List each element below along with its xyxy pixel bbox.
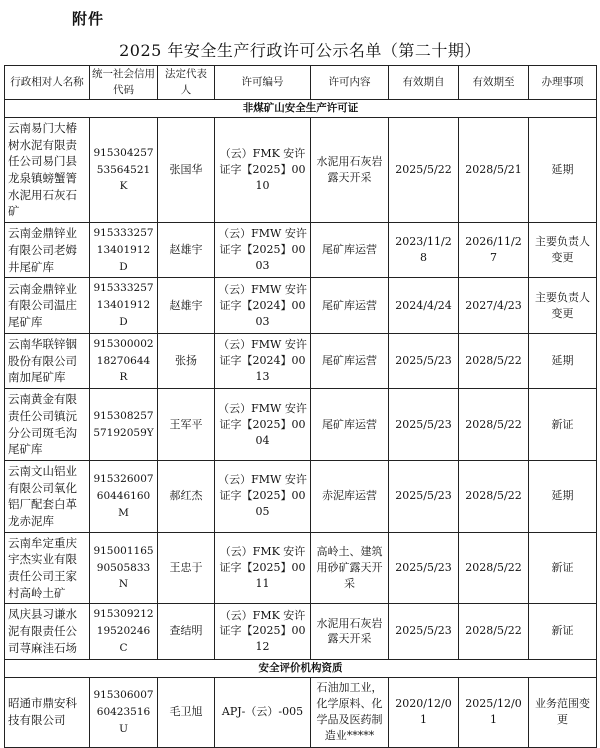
cell-rep: 毛卫旭	[158, 677, 215, 747]
header-action: 办理事项	[529, 66, 597, 100]
header-to: 有效期至	[459, 66, 529, 100]
cell-permit: （云）FMW 安许证字【2024】0013	[215, 333, 311, 388]
cell-name: 云南文山铝业有限公司氧化铝厂配套白革龙赤泥库	[5, 460, 90, 532]
cell-permit: （云）FMK 安许证字【2025】0011	[215, 532, 311, 604]
cell-action: 新证	[529, 532, 597, 604]
header-content: 许可内容	[311, 66, 389, 100]
cell-content: 水泥用石灰岩露天开采	[311, 604, 389, 659]
section-row	[5, 659, 597, 677]
cell-content: 尾矿库运营	[311, 389, 389, 461]
cell-code: 91533325713401912D	[90, 223, 158, 278]
table-row	[5, 532, 597, 604]
cell-action: 业务范围变更	[529, 677, 597, 747]
cell-code: 91533325713401912D	[90, 278, 158, 333]
cell-code: 91500116590505833N	[90, 532, 158, 604]
table-row	[5, 223, 597, 278]
cell-rep: 王忠于	[158, 532, 215, 604]
cell-content: 高岭土、建筑用砂矿露天开采	[311, 532, 389, 604]
cell-to: 2028/5/22	[459, 460, 529, 532]
table-row	[5, 460, 597, 532]
cell-content: 水泥用石灰岩露天开采	[311, 118, 389, 223]
cell-action: 延期	[529, 460, 597, 532]
section-row	[5, 100, 597, 118]
cell-code: 91530825757192059Y	[90, 389, 158, 461]
cell-name: 云南黄金有限责任公司镇沅分公司斑毛沟尾矿库	[5, 389, 90, 461]
cell-code: 91532600760446160M	[90, 460, 158, 532]
header-code: 统一社会信用代码	[90, 66, 158, 100]
header-permit: 许可编号	[215, 66, 311, 100]
section-title: 非煤矿山安全生产许可证	[5, 100, 597, 118]
table-row	[5, 278, 597, 333]
cell-content: 尾矿库运营	[311, 333, 389, 388]
cell-from: 2025/5/23	[389, 460, 459, 532]
cell-to: 2026/11/27	[459, 223, 529, 278]
cell-content: 尾矿库运营	[311, 278, 389, 333]
table-row	[5, 389, 597, 461]
cell-name: 云南华联锌铟股份有限公司南加尾矿库	[5, 333, 90, 388]
header-name: 行政相对人名称	[5, 66, 90, 100]
cell-action: 延期	[529, 118, 597, 223]
cell-action: 新证	[529, 389, 597, 461]
permit-table	[4, 65, 597, 748]
table-row	[5, 677, 597, 747]
cell-from: 2023/11/28	[389, 223, 459, 278]
cell-from: 2020/12/01	[389, 677, 459, 747]
cell-from: 2025/5/23	[389, 333, 459, 388]
cell-permit: （云）FMW 安许证字【2024】0003	[215, 278, 311, 333]
attachment-label: 附件	[72, 10, 105, 28]
cell-content: 石油加工业，化学原料、化学品及医药制造业*****	[311, 677, 389, 747]
cell-action: 新证	[529, 604, 597, 659]
cell-action: 主要负责人变更	[529, 278, 597, 333]
cell-to: 2028/5/21	[459, 118, 529, 223]
table-row	[5, 118, 597, 223]
cell-rep: 郝红杰	[158, 460, 215, 532]
cell-rep: 张扬	[158, 333, 215, 388]
cell-permit: （云）FMW 安许证字【2025】0005	[215, 460, 311, 532]
cell-to: 2028/5/22	[459, 604, 529, 659]
page-title: 2025 年安全生产行政许可公示名单（第二十期）	[119, 41, 481, 60]
cell-from: 2025/5/23	[389, 532, 459, 604]
cell-action: 主要负责人变更	[529, 223, 597, 278]
cell-name: 云南易门大椿树水泥有限责任公司易门县龙泉镇螃蟹箐水泥用石灰石矿	[5, 118, 90, 223]
cell-rep: 王军平	[158, 389, 215, 461]
table-header-row	[5, 66, 597, 100]
cell-action: 延期	[529, 333, 597, 388]
cell-code: 91530425753564521K	[90, 118, 158, 223]
cell-to: 2028/5/22	[459, 532, 529, 604]
cell-rep: 查结明	[158, 604, 215, 659]
table-row	[5, 604, 597, 659]
cell-rep: 赵雄宇	[158, 223, 215, 278]
cell-name: 云南金鼎锌业有限公司老姆井尾矿库	[5, 223, 90, 278]
header-rep: 法定代表人	[158, 66, 215, 100]
cell-rep: 赵雄宇	[158, 278, 215, 333]
header-from: 有效期自	[389, 66, 459, 100]
cell-content: 尾矿库运营	[311, 223, 389, 278]
cell-from: 2025/5/22	[389, 118, 459, 223]
cell-permit: （云）FMW 安许证字【2025】0003	[215, 223, 311, 278]
cell-from: 2025/5/23	[389, 604, 459, 659]
cell-to: 2027/4/23	[459, 278, 529, 333]
cell-to: 2025/12/01	[459, 677, 529, 747]
cell-to: 2028/5/22	[459, 389, 529, 461]
cell-name: 昭通市鼎安科技有限公司	[5, 677, 90, 747]
cell-from: 2025/5/23	[389, 389, 459, 461]
cell-from: 2024/4/24	[389, 278, 459, 333]
cell-permit: （云）FMW 安许证字【2025】0004	[215, 389, 311, 461]
cell-name: 云南金鼎锌业有限公司温庄尾矿库	[5, 278, 90, 333]
cell-permit: （云）FMK 安许证字【2025】0010	[215, 118, 311, 223]
section-title: 安全评价机构资质	[5, 659, 597, 677]
cell-code: 91530921219520246C	[90, 604, 158, 659]
cell-code: 91530600760423516U	[90, 677, 158, 747]
cell-code: 91530000218270644R	[90, 333, 158, 388]
cell-permit: APJ-（云）-005	[215, 677, 311, 747]
cell-content: 赤泥库运营	[311, 460, 389, 532]
cell-name: 云南牟定重庆宇杰实业有限责任公司王家村高岭土矿	[5, 532, 90, 604]
cell-permit: （云）FMK 安许证字【2025】0012	[215, 604, 311, 659]
cell-name: 凤庆县习谦水泥有限责任公司荨麻洼石场	[5, 604, 90, 659]
cell-to: 2028/5/22	[459, 333, 529, 388]
table-row	[5, 333, 597, 388]
cell-rep: 张国华	[158, 118, 215, 223]
